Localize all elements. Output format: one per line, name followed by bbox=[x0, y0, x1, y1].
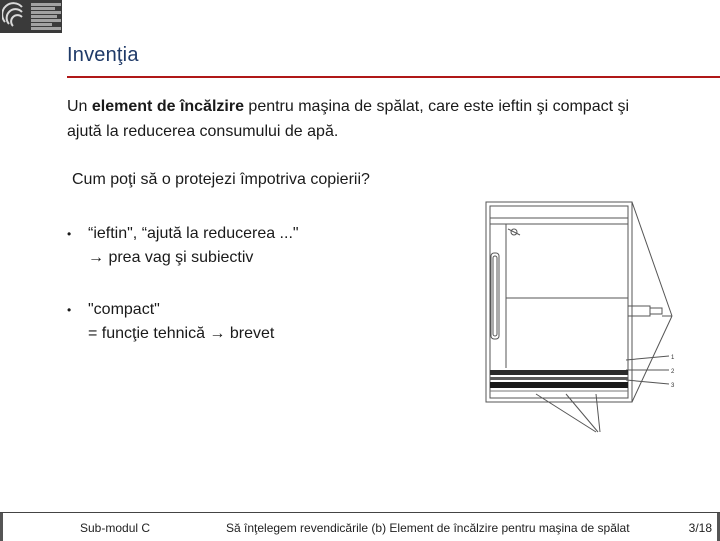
title-divider bbox=[67, 76, 720, 78]
slide-title: Invenţia bbox=[67, 44, 139, 66]
figure-label-3: 3 bbox=[671, 383, 675, 389]
slide-footer bbox=[0, 512, 720, 541]
footer-left-edge bbox=[0, 513, 3, 541]
epo-logo-icon bbox=[2, 2, 29, 30]
footer-caption: Să înţelegem revendicările (b) Element de încălzire pentru maşina de spălat bbox=[226, 521, 630, 535]
bullet-marker: • bbox=[67, 227, 72, 241]
washing-machine-drawing bbox=[476, 198, 682, 438]
footer-module: Sub-modul C bbox=[80, 521, 151, 535]
page-number: 3/18 bbox=[688, 521, 712, 535]
bullet-line: = funcţie tehnică → brevet bbox=[88, 325, 275, 342]
epo-logo bbox=[0, 0, 62, 33]
intro-paragraph bbox=[67, 94, 667, 144]
intro-text-end: pentru maşina de spălat, care este ieftin şi compact şi ajută la reducerea consumului de apă. bbox=[67, 98, 630, 140]
epo-logo-text bbox=[31, 3, 61, 31]
bullet-line: “ieftin", “ajută la reducerea ..." bbox=[88, 225, 299, 242]
figure-label-1: 1 bbox=[671, 355, 675, 361]
figure-label-2: 2 bbox=[671, 369, 675, 375]
bullet-line: → prea vag şi subiectiv bbox=[88, 249, 254, 266]
intro-bold-term: element de încălzire bbox=[91, 98, 244, 115]
bullet-item-vague bbox=[67, 222, 299, 270]
intro-text-start: Un bbox=[67, 98, 92, 115]
bullet-marker: • bbox=[67, 303, 72, 317]
question-text: Cum poţi să o protejezi împotriva copierii? bbox=[72, 171, 370, 188]
bullet-line: "compact" bbox=[88, 301, 160, 318]
bullet-item-compact bbox=[67, 298, 274, 346]
